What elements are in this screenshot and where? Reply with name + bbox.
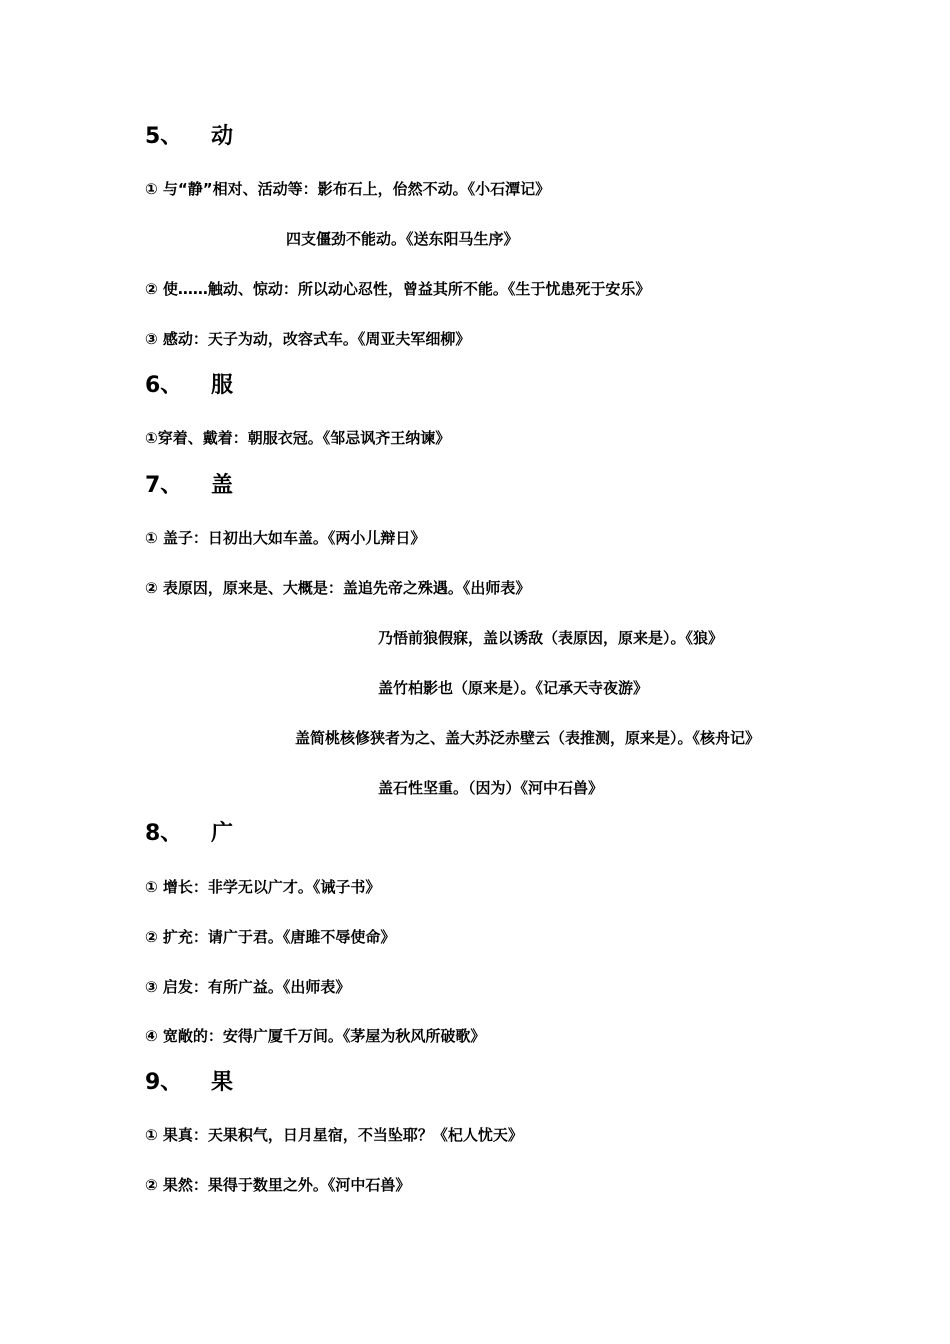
entry-line: ② 果然：果得于数里之外。《河中石兽》 bbox=[145, 1176, 411, 1194]
section-number: 8、 bbox=[145, 821, 183, 846]
entry-line: ③ 感动：天子为动，改容式车。《周亚夫军细柳》 bbox=[145, 330, 471, 348]
section-heading-7 bbox=[145, 468, 233, 499]
entry-line: 盖石性坚重。（因为）《河中石兽》 bbox=[378, 779, 604, 797]
section-heading-5 bbox=[145, 119, 233, 150]
entry-line: ② 使……触动、惊动：所以动心忍性，曾益其所不能。《生于忧患死于安乐》 bbox=[145, 280, 651, 298]
entry-line: ① 果真：天果积气，日月星宿，不当坠耶？《杞人忧天》 bbox=[145, 1126, 523, 1144]
section-word: 果 bbox=[211, 1070, 234, 1095]
entry-line: ② 表原因，原来是、大概是：盖追先帝之殊遇。《出师表》 bbox=[145, 579, 531, 597]
entry-line: ② 扩充：请广于君。《唐雎不辱使命》 bbox=[145, 928, 396, 946]
entry-line: 盖竹柏影也（原来是）。《记承天寺夜游》 bbox=[378, 679, 649, 697]
entry-line: ① 与“静”相对、活动等：影布石上，佁然不动。《小石潭记》 bbox=[145, 180, 551, 198]
section-word: 动 bbox=[211, 124, 234, 149]
section-word: 服 bbox=[211, 373, 234, 398]
section-number: 7、 bbox=[145, 473, 183, 498]
section-number: 9、 bbox=[145, 1070, 183, 1095]
section-number: 5、 bbox=[145, 124, 183, 149]
entry-line: 盖简桃核修狭者为之、盖大苏泛赤壁云（表推测，原来是）。《核舟记》 bbox=[295, 729, 761, 747]
entry-line: ①穿着、戴着：朝服衣冠。《邹忌讽齐王纳谏》 bbox=[145, 429, 451, 447]
entry-line: ④ 宽敞的：安得广厦千万间。《茅屋为秋风所破歌》 bbox=[145, 1027, 486, 1045]
entry-line: ③ 启发：有所广益。《出师表》 bbox=[145, 978, 351, 996]
section-word: 盖 bbox=[211, 473, 234, 498]
section-heading-6 bbox=[145, 368, 233, 399]
entry-line: 四支僵劲不能动。《送东阳马生序》 bbox=[286, 230, 519, 248]
section-number: 6、 bbox=[145, 373, 183, 398]
entry-line: ① 盖子：日初出大如车盖。《两小儿辩日》 bbox=[145, 529, 426, 547]
section-heading-9 bbox=[145, 1065, 233, 1096]
section-heading-8 bbox=[145, 816, 233, 847]
entry-line: 乃悟前狼假寐，盖以诱敌（表原因，原来是）。《狼》 bbox=[378, 629, 724, 647]
entry-line: ① 增长：非学无以广才。《诫子书》 bbox=[145, 878, 381, 896]
section-word: 广 bbox=[211, 821, 234, 846]
